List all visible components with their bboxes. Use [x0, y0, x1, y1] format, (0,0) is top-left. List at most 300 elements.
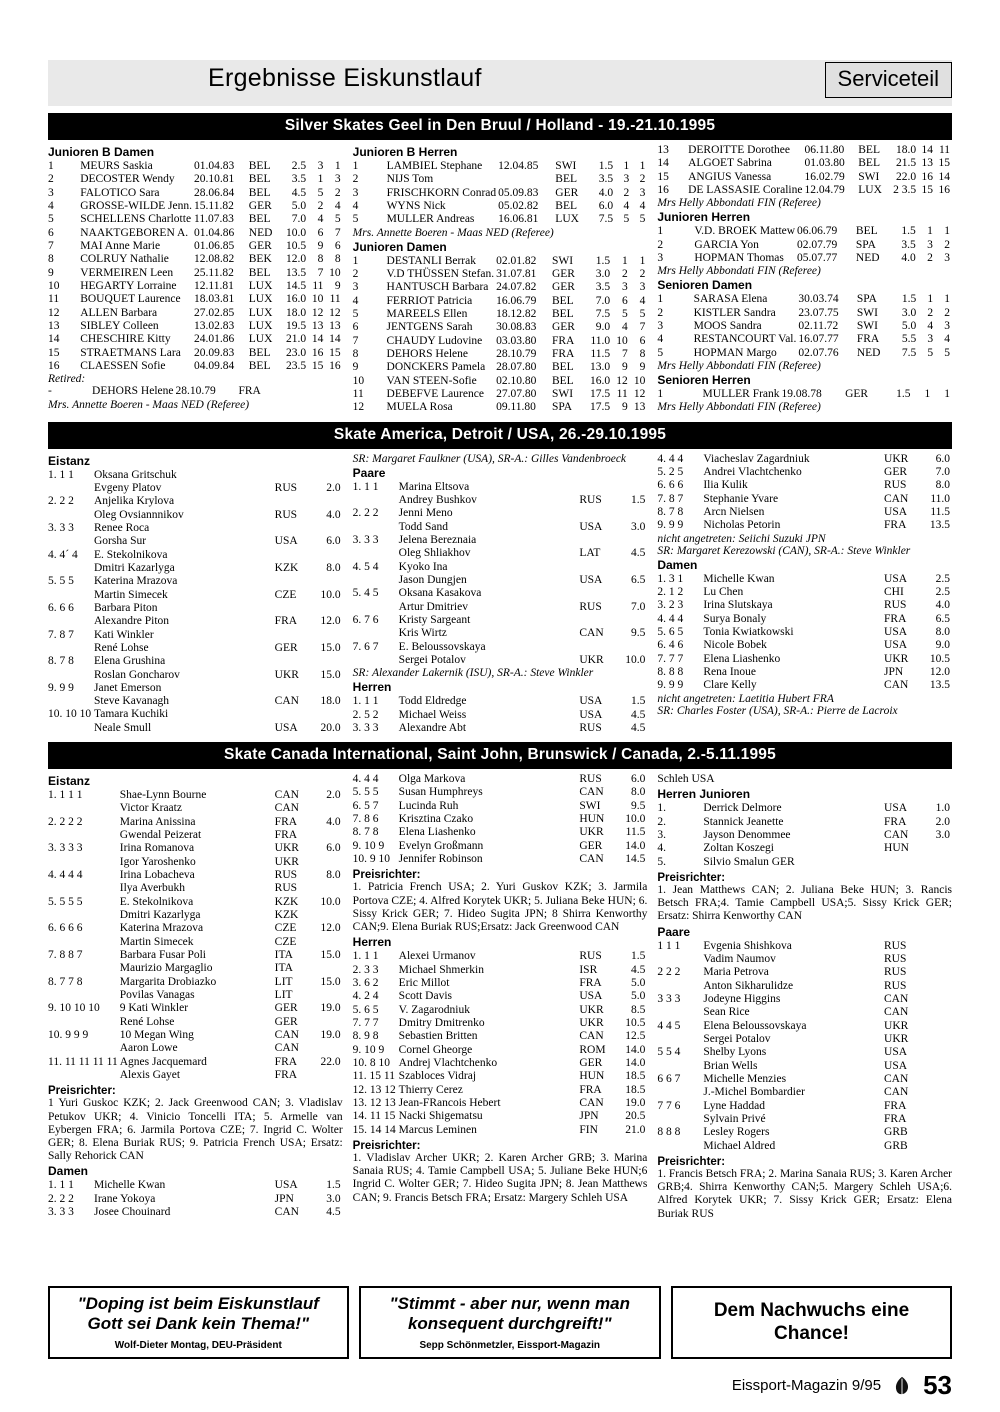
table-cell: 28.10.79 [175, 385, 216, 398]
table-cell: CAN [884, 492, 909, 505]
table-cell: GER [274, 641, 298, 654]
table-cell: SARASA Elena [693, 293, 768, 306]
table-cell: 2 [48, 173, 54, 186]
table-cell: 5 [334, 213, 341, 226]
table-cell: 6.0 [326, 842, 341, 855]
table-cell: 18.0 [286, 306, 307, 319]
table-cell: Kyoko Ina [398, 560, 448, 573]
table-row [48, 655, 343, 668]
table-cell [611, 641, 647, 654]
table-row [353, 401, 648, 414]
table-cell: RUS [274, 481, 298, 494]
table-cell: 5.0 [630, 990, 646, 1003]
table-cell [48, 1042, 120, 1055]
table-row [353, 1017, 648, 1030]
canada-herren-junioren-title: Herren Junioren [657, 787, 751, 802]
geel-referee-2: Mrs. Annette Boeren - Maas NED (Referee) [352, 226, 554, 239]
table-cell [275, 655, 307, 668]
table-cell: 7.5 [901, 346, 917, 359]
table-cell: 6 [352, 321, 359, 334]
geel-junb-herren-table [353, 160, 648, 227]
table-row [48, 1206, 343, 1219]
table-cell: Tamara Kuchiki [94, 708, 169, 721]
table-cell [307, 909, 343, 922]
table-cell [657, 953, 703, 966]
table-cell: GER [579, 1056, 603, 1069]
table-cell: RUS [884, 953, 907, 965]
table-cell [275, 495, 307, 508]
table-cell: 15 [48, 346, 60, 359]
table-cell: Derrick Delmore [703, 802, 782, 815]
table-cell: 21.5 [895, 157, 917, 170]
table-cell: 13.0 [590, 361, 611, 374]
geel-col-2 [353, 144, 648, 415]
table-row [48, 347, 343, 360]
quote-source-2: Sepp Schönmetzler, Eissport-Magazin [419, 1339, 601, 1351]
table-cell: 7 [48, 239, 54, 252]
table-cell: 5 [317, 186, 324, 199]
table-row [657, 479, 952, 492]
table-cell: FERRIOT Patricia [386, 294, 473, 307]
table-cell: 28.10.79 [496, 347, 537, 360]
table-row [657, 816, 952, 829]
table-row [353, 213, 648, 226]
table-cell [48, 882, 120, 895]
table-cell: 10 [48, 279, 60, 292]
table-cell [48, 615, 94, 628]
table-row [353, 614, 648, 627]
table-row [657, 953, 952, 966]
table-cell: 4 [623, 199, 630, 212]
america-referee-1: SR: Margaret Faulkner (USA), SR-A.: Gilles Vandenbroeck [352, 452, 627, 465]
table-cell [353, 547, 399, 560]
table-row [353, 308, 648, 321]
table-cell: Katerina Mrazova [119, 922, 204, 935]
table-cell: 12.0 [320, 615, 341, 628]
table-cell: 14 [311, 333, 324, 346]
table-cell: HANTUSCH Barbara [386, 281, 489, 294]
table-cell: V.D. BROEK Mattew [694, 225, 796, 238]
table-cell: Michelle Menzies [703, 1072, 787, 1085]
table-cell: LUX [248, 279, 273, 292]
table-cell: 16 [311, 346, 324, 359]
table-cell: 3.0 [901, 306, 917, 319]
table-cell: CAN [579, 1030, 604, 1043]
table-cell: 9. 10 10 10 [48, 1002, 100, 1015]
table-cell: MEURS Saskia [80, 160, 153, 172]
table-cell: 11. 15 11 [352, 1070, 395, 1083]
table-cell: Jennifer Robinson [398, 853, 483, 866]
table-cell [353, 654, 399, 667]
table-cell: 12.08.82 [194, 253, 235, 266]
table-cell: 7. 8 7 [657, 492, 684, 505]
table-cell: 6.0 [935, 452, 951, 465]
table-cell: 6.5 [935, 612, 951, 625]
table-cell: MOOS Sandra [693, 319, 762, 332]
table-row [657, 252, 952, 265]
page-sheet [48, 60, 952, 1221]
table-cell: Sylvain Privé [703, 1112, 766, 1125]
table-row [48, 695, 343, 708]
table-cell: 02.01.82 [496, 254, 537, 267]
table-cell: 02.07.79 [797, 238, 838, 251]
table-cell: RUS [274, 508, 298, 521]
table-cell: RUS [579, 600, 602, 613]
table-row [353, 481, 648, 494]
table-cell: 6.0 [598, 199, 614, 212]
table-cell: 5. 5 5 [48, 575, 74, 588]
table-row [657, 1020, 952, 1033]
table-cell: 14.5 [625, 853, 646, 866]
table-cell: 4.0 [326, 815, 341, 828]
table-cell [353, 494, 399, 507]
table-cell: CZE [274, 588, 297, 601]
table-cell [884, 856, 916, 869]
table-cell: 1 [927, 225, 933, 238]
table-cell [48, 802, 120, 815]
table-row [353, 773, 648, 786]
table-cell: DE LASSASIE Coraline [688, 183, 803, 196]
table-cell: 15. 14 14 [352, 1123, 396, 1136]
table-cell [916, 1060, 952, 1073]
table-cell: Elena Beloussovskaya [703, 1019, 807, 1032]
table-cell: 4. 2 4 [352, 990, 379, 1003]
table-cell: 10.5 [625, 1016, 646, 1029]
table-row [353, 295, 648, 308]
table-cell: Steve Kavanagh [94, 695, 170, 708]
table-cell: 4 [927, 319, 934, 332]
table-cell: 6. 4 6 [657, 639, 684, 652]
table-cell [916, 1100, 952, 1113]
table-cell: 4 [352, 294, 359, 307]
table-cell [307, 629, 343, 642]
table-cell: 1 [352, 160, 359, 172]
table-row [657, 320, 952, 333]
table-cell: 18.0 [895, 144, 917, 156]
table-cell: 1. 1 1 [352, 695, 379, 708]
table-cell: 1 [657, 387, 664, 400]
table-cell: 16.02.79 [804, 170, 845, 183]
table-cell: CAN [274, 695, 299, 708]
table-cell: 3 [927, 333, 934, 346]
table-cell: Cornel Gheorge [398, 1043, 473, 1056]
table-cell: 6.0 [630, 773, 646, 786]
table-row [657, 626, 952, 639]
table-cell: Artur Dmitriev [398, 600, 468, 613]
table-row [353, 361, 648, 374]
table-cell: 02.11.72 [798, 319, 839, 332]
table-cell: Maria Petrova [703, 966, 769, 979]
table-cell: UKR [579, 1016, 604, 1029]
table-cell: V.D THÜSSEN Stefan. [386, 267, 495, 280]
table-cell: Evgeny Platov [94, 481, 162, 494]
table-cell: SWI [551, 254, 574, 267]
table-cell: SCHELLENS Charlotte [80, 213, 192, 226]
table-cell: 7. 8 7 [48, 628, 74, 641]
table-row [353, 160, 648, 173]
table-row [353, 641, 648, 654]
table-cell: 15.0 [320, 641, 341, 654]
canada-columns [48, 773, 952, 1221]
table-cell: Jodeyne Higgins [703, 992, 781, 1005]
table-cell: NIJS Tom [386, 173, 434, 186]
table-row [48, 936, 343, 949]
table-cell: FALOTICO Sara [80, 186, 160, 199]
table-cell: 3.0 [630, 520, 646, 533]
table-cell: 9 [621, 361, 628, 374]
geel-referee-6: Mrs Helly Abbondati FIN (Referee) [657, 401, 821, 414]
table-cell [657, 1086, 703, 1099]
table-cell: 14 [657, 157, 669, 170]
table-row [353, 1070, 648, 1083]
table-cell: 6 6 7 [657, 1072, 681, 1085]
table-cell: 8.0 [935, 625, 951, 638]
table-cell: Oksana Kasakova [398, 587, 482, 600]
table-cell: 01.06.85 [194, 239, 235, 252]
table-cell: Silvio Smalun GER [703, 855, 795, 868]
table-row [48, 896, 343, 909]
table-row [353, 826, 648, 839]
table-row [48, 267, 343, 280]
table-cell: CZE [274, 935, 297, 948]
table-cell: 18.12.82 [496, 307, 537, 320]
table-cell: Alexis Gayet [119, 1069, 181, 1082]
table-cell: 24.07.82 [496, 281, 537, 294]
table-cell: HOPMAN Thomas [694, 251, 784, 264]
table-cell: 9 [334, 279, 341, 292]
table-cell: NAAKTGEBOREN A. [80, 226, 189, 239]
table-row [353, 1110, 648, 1123]
table-cell [353, 574, 399, 587]
table-cell [275, 575, 307, 588]
table-cell: 9.5 [630, 799, 646, 812]
table-cell: LIT [274, 975, 293, 988]
table-cell: 4. 4 4 [657, 612, 684, 625]
table-cell: LUX [555, 213, 579, 226]
table-cell: 15 [329, 346, 341, 359]
table-cell: 16.06.81 [498, 213, 539, 226]
table-cell: HUN [884, 842, 909, 855]
table-cell: 3. 3 3 [48, 1206, 74, 1219]
table-row [657, 980, 952, 993]
table-cell: 7.5 [595, 307, 611, 320]
table-cell: GER [551, 267, 575, 280]
table-cell: 1.5 [630, 493, 646, 506]
table-cell [611, 587, 647, 600]
table-row [48, 213, 343, 226]
table-cell: RUS [274, 869, 298, 882]
table-cell: CAN [884, 1006, 909, 1019]
table-cell: 4. 4 4 [352, 773, 379, 786]
geel-junb-damen-title: Junioren B Damen [48, 145, 155, 159]
table-cell: Stephanie Yvare [703, 492, 779, 505]
table-row [48, 187, 343, 200]
table-cell: SWI [856, 306, 878, 319]
quote-box-1 [48, 1286, 349, 1359]
table-cell [307, 495, 343, 508]
canada-paare-title: Paare [657, 924, 691, 939]
table-cell [48, 589, 94, 602]
table-cell: Nicole Bobek [703, 639, 767, 652]
table-cell [611, 561, 647, 574]
table-cell: 6.0 [326, 535, 341, 548]
table-cell: 23.07.75 [798, 306, 839, 319]
table-cell: 13.5 [929, 679, 951, 692]
table-cell: 16 [48, 359, 60, 372]
table-cell [307, 1016, 343, 1029]
table-cell: KZK [274, 909, 299, 922]
table-cell: 6. 5 7 [352, 799, 379, 812]
table-cell: 14 [329, 333, 341, 346]
table-cell: Anton Sikharulidze [703, 979, 794, 992]
table-cell: FIN [579, 1123, 598, 1136]
table-row [48, 669, 343, 682]
table-cell: 19.0 [625, 1096, 646, 1109]
table-cell [657, 1060, 703, 1073]
table-cell: CHESCHIRE Kitty [80, 333, 171, 346]
canada-paare-table [657, 940, 952, 1153]
table-row [48, 922, 343, 935]
table-cell: 8.5 [630, 1003, 646, 1016]
table-cell: JENTGENS Sarah [386, 321, 473, 334]
geel-sen-herren-table [657, 388, 952, 401]
table-cell [657, 1140, 703, 1153]
canada-judges-3-cont: Schleh USA [657, 773, 715, 786]
table-row [48, 562, 343, 575]
table-cell: 15.11.82 [194, 199, 234, 212]
table-cell: Krisztina Czako [398, 813, 474, 826]
table-cell: 7. 7 7 [657, 652, 684, 665]
table-row [657, 171, 952, 184]
geel-junb-damen-table [48, 160, 343, 373]
table-cell: 6 [639, 334, 646, 347]
table-row [48, 789, 343, 802]
table-cell: KZK [274, 561, 299, 574]
table-cell: Kris Wirtz [398, 627, 447, 640]
table-row [657, 1006, 952, 1019]
table-row [657, 239, 952, 252]
table-cell: HOPMAN Margo [693, 346, 777, 359]
table-cell [579, 641, 611, 654]
table-cell: 04.09.84 [194, 359, 235, 372]
geel-jun-damen-table [353, 255, 648, 415]
table-cell: 2 3.5 [893, 183, 917, 196]
table-cell: BEL [248, 346, 271, 359]
table-cell: 3 [352, 281, 359, 294]
table-cell: CAN [884, 679, 909, 692]
table-cell: 1.5 [901, 225, 916, 238]
table-row [48, 469, 343, 482]
table-cell [916, 1113, 952, 1126]
table-cell: 4. 4 4 4 [48, 869, 83, 882]
table-cell: 28.07.80 [496, 361, 537, 374]
table-row [657, 293, 952, 306]
table-cell [48, 909, 120, 922]
table-cell: 12 [329, 306, 341, 319]
table-cell: 2.0 [326, 481, 341, 494]
table-cell: 4.5 [630, 963, 646, 976]
canada-herren-title: Herren [352, 935, 392, 950]
table-row [48, 227, 343, 240]
table-cell: 8.0 [326, 561, 341, 574]
table-cell: 2 [927, 306, 934, 319]
table-cell [611, 481, 647, 494]
table-cell: 7.5 [598, 213, 614, 226]
table-cell: 7. 8 6 [352, 813, 379, 826]
table-cell: FRA [551, 334, 575, 347]
table-cell: Irane Yokoya [94, 1192, 156, 1205]
canada-col-1 [48, 773, 343, 1221]
table-row [657, 613, 952, 626]
table-row [48, 1179, 343, 1192]
table-cell [916, 856, 952, 869]
table-cell: 2.0 [935, 815, 951, 828]
america-eistanz-table [48, 469, 343, 736]
table-cell: 11 [48, 293, 60, 306]
table-cell: GARCIA Yon [694, 238, 759, 251]
table-row [353, 534, 648, 547]
table-cell: 6 [48, 226, 54, 239]
table-cell: BEL [248, 359, 271, 372]
table-cell [916, 1020, 952, 1033]
table-cell [324, 385, 343, 398]
table-cell: 18.5 [625, 1083, 646, 1096]
table-cell: RUS [884, 479, 907, 492]
table-cell: ALGOET Sabrina [688, 157, 772, 170]
table-cell: FRA [238, 385, 261, 398]
table-row [48, 1069, 343, 1082]
canada-damen-cont-table [353, 773, 648, 866]
table-cell: LUX [858, 183, 882, 196]
table-cell: SPA [855, 238, 876, 251]
table-cell [579, 561, 611, 574]
table-cell: 5 5 4 [657, 1046, 681, 1059]
quote-text-1: "Doping ist beim Eiskunstlauf Gott sei Dank kein Thema!" [77, 1294, 319, 1334]
table-row [353, 1097, 648, 1110]
table-row [353, 695, 648, 708]
table-cell: Ilia Kulik [703, 479, 748, 492]
table-cell: 05.02.82 [498, 199, 539, 212]
table-cell: 11.07.83 [194, 213, 234, 226]
table-row [353, 601, 648, 614]
table-row [353, 1030, 648, 1043]
table-cell: 10 [311, 293, 324, 306]
table-cell: 06.06.79 [797, 225, 838, 238]
table-cell: 5.0 [291, 199, 307, 212]
table-cell: 9. 9 9 [657, 519, 684, 532]
table-cell [611, 507, 647, 520]
page-number: 53 [923, 1370, 952, 1400]
table-cell: 20.10.81 [194, 173, 235, 186]
table-cell: Jayson Denommee [703, 829, 791, 842]
table-cell [307, 1069, 343, 1082]
table-row [48, 976, 343, 989]
page-footer [48, 1370, 952, 1401]
table-cell: 1 [657, 225, 664, 238]
table-row [48, 842, 343, 855]
table-cell: 2 [944, 306, 951, 319]
table-cell: DEHORS Helene [92, 385, 174, 398]
table-cell: FRA [884, 519, 907, 532]
table-cell: Katerina Mrazova [94, 575, 178, 588]
table-cell: 9 [317, 239, 324, 252]
table-cell: Igor Yaroshenko [119, 855, 196, 868]
table-row [353, 561, 648, 574]
table-cell: 11.5 [930, 505, 951, 518]
table-cell: 02.10.80 [496, 374, 537, 387]
table-cell: USA [579, 520, 603, 533]
table-row [657, 666, 952, 679]
